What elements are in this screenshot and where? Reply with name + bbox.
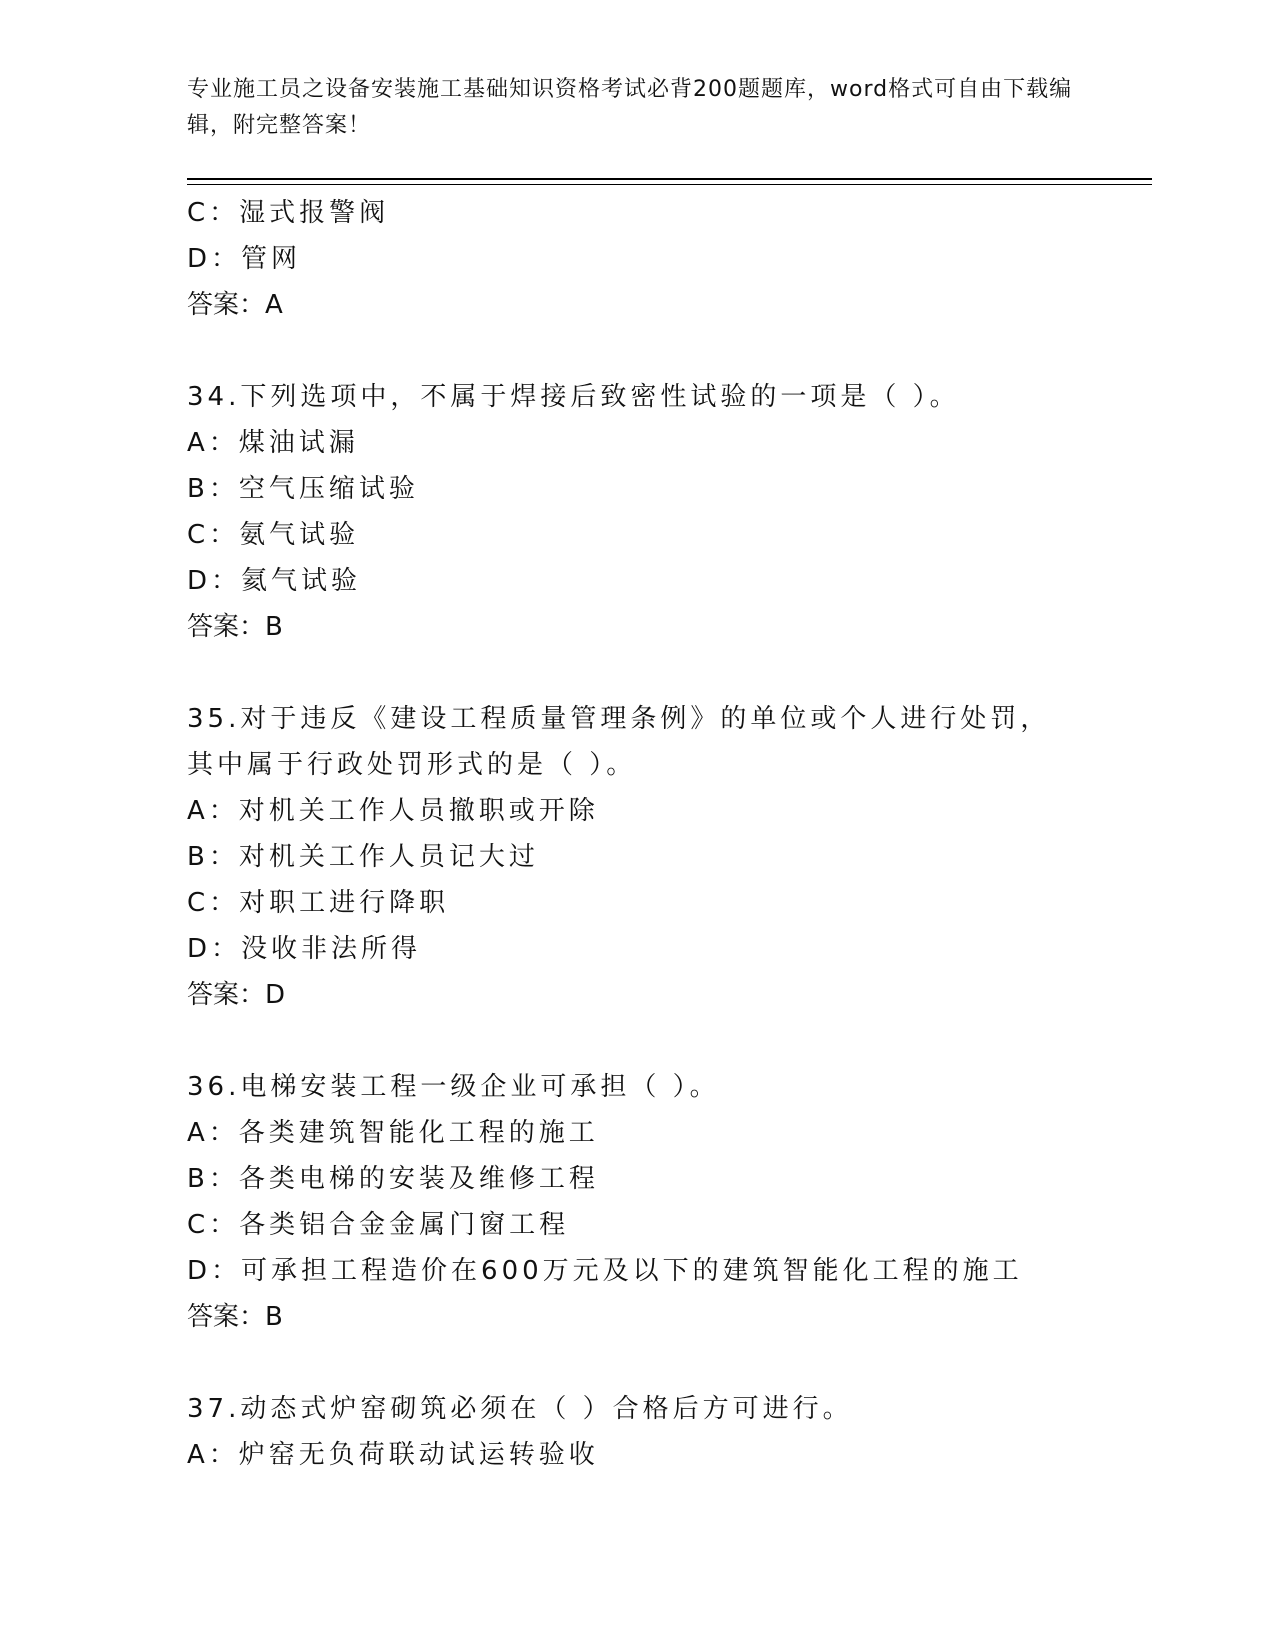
question-stem: 36.电梯安装工程一级企业可承担（ ）。 xyxy=(187,1072,720,1102)
option-d: D：可承担工程造价在600万元及以下的建筑智能化工程的施工 xyxy=(187,1256,1023,1286)
answer: 答案：B xyxy=(187,1302,283,1332)
question-stem: 34.下列选项中，不属于焊接后致密性试验的一项是（ ）。 xyxy=(187,382,960,412)
option-c: C：对职工进行降职 xyxy=(187,888,450,918)
option-a: A：对机关工作人员撤职或开除 xyxy=(187,796,599,826)
option-d: D：氦气试验 xyxy=(187,566,362,596)
option-b: B：空气压缩试验 xyxy=(187,474,419,504)
question-36 xyxy=(187,1064,1087,1340)
option-c: C：湿式报警阀 xyxy=(187,198,390,228)
question-34 xyxy=(187,374,1087,650)
question-fragment xyxy=(187,190,1087,328)
option-a: A：煤油试漏 xyxy=(187,428,359,458)
option-a: A：各类建筑智能化工程的施工 xyxy=(187,1118,599,1148)
option-d: D：没收非法所得 xyxy=(187,934,422,964)
option-b: B：对机关工作人员记大过 xyxy=(187,842,539,872)
answer: 答案：A xyxy=(187,290,283,320)
spacer xyxy=(187,1340,1087,1386)
option-b: B：各类电梯的安装及维修工程 xyxy=(187,1164,599,1194)
option-c: C：各类铝合金金属门窗工程 xyxy=(187,1210,570,1240)
spacer xyxy=(187,1018,1087,1064)
option-c: C：氨气试验 xyxy=(187,520,360,550)
option-d: D：管网 xyxy=(187,244,302,274)
question-stem: 35.对于违反《建设工程质量管理条例》的单位或个人进行处罚，其中属于行政处罚形式的是（ ）。 xyxy=(187,704,1051,780)
document-title: 专业施工员之设备安装施工基础知识资格考试必背200题题库，word格式可自由下载编辑，附完整答案！ xyxy=(187,77,1073,138)
question-stem: 37.动态式炉窑砌筑必须在（ ）合格后方可进行。 xyxy=(187,1394,853,1424)
answer: 答案：B xyxy=(187,612,283,642)
answer: 答案：D xyxy=(187,980,286,1010)
spacer xyxy=(187,650,1087,696)
question-37 xyxy=(187,1386,1087,1478)
spacer xyxy=(187,328,1087,374)
header-rule-thin xyxy=(187,184,1152,185)
document-header xyxy=(187,72,1087,144)
header-rule-thick xyxy=(187,178,1152,180)
question-35 xyxy=(187,696,1087,1018)
option-a: A：炉窑无负荷联动试运转验收 xyxy=(187,1440,599,1470)
question-list xyxy=(187,190,1087,1478)
